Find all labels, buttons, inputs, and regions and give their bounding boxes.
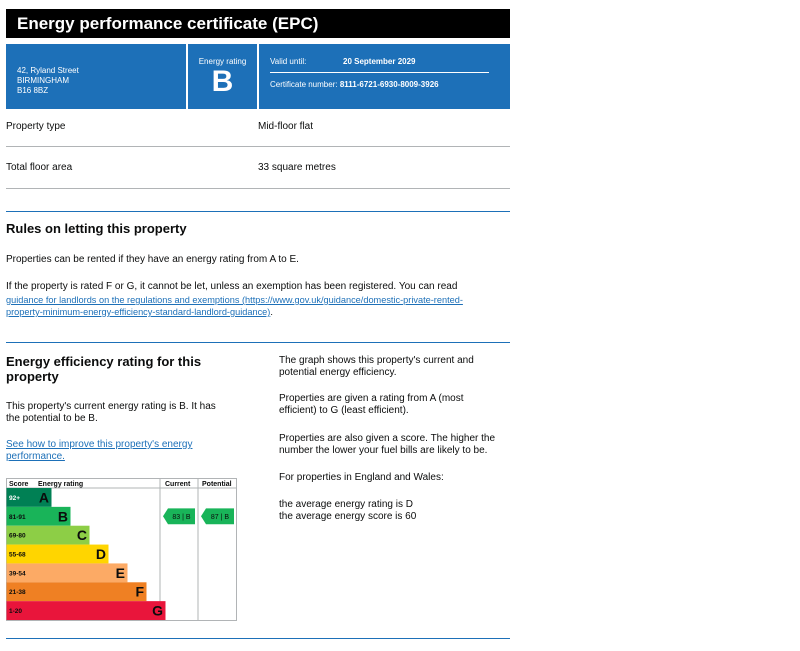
england-wales-text: For properties in England and Wales:	[279, 472, 444, 483]
rating-explanation	[279, 393, 519, 417]
energy-rating-chart	[6, 478, 238, 622]
address-line-2: BIRMINGHAM	[17, 76, 69, 85]
band-letter: F	[135, 583, 144, 600]
letting-paragraph-1: Properties can be rented if they have an energy rating from A to E.	[6, 254, 299, 265]
band-letter: B	[57, 508, 68, 525]
energy-rating-letter: B	[211, 65, 234, 98]
efficiency-heading	[6, 354, 266, 384]
address-line-3: B16 8BZ	[17, 86, 49, 95]
certificate-number-label: Certificate number:	[270, 80, 338, 89]
band-score-label: 1-20	[9, 608, 23, 616]
improve-link-line-2: performance.	[6, 451, 65, 462]
address-line-1: 42, Ryland Street	[17, 66, 79, 75]
average-rating-line: the average energy rating is D	[279, 499, 413, 510]
band-letter: C	[76, 527, 87, 544]
chart-header-score: Score	[9, 481, 29, 488]
chart-header-potential: Potential	[202, 481, 232, 488]
divider	[6, 188, 510, 189]
guidance-link-line-2: property-minimum-energy-efficiency-standard-landlord-guidance)	[6, 307, 271, 317]
improve-link-wrapper	[6, 439, 266, 463]
property-type-value: Mid-floor flat	[258, 121, 314, 132]
graph-explanation-line-2: potential energy efficiency.	[279, 367, 397, 378]
efficiency-heading-line-2: property	[6, 369, 59, 384]
letting-heading: Rules on letting this property	[6, 221, 187, 236]
rating-explanation-line-2: efficient) to G (least efficient).	[279, 405, 409, 416]
band-bar	[34, 601, 166, 620]
band-score-label: 92+	[9, 494, 21, 502]
valid-until-label: Valid until:	[270, 57, 307, 66]
divider	[6, 146, 510, 147]
band-bar	[34, 582, 147, 601]
section-divider	[6, 342, 510, 343]
certificate-number-row	[270, 80, 439, 89]
current-rating-line-2: the potential to be B.	[6, 413, 98, 424]
guidance-link-wrapper	[6, 294, 526, 318]
score-explanation-line-1: Properties are also given a score. The higher the	[279, 433, 496, 444]
band-letter: E	[115, 564, 125, 581]
band-bar	[34, 563, 128, 582]
score-explanation	[279, 433, 519, 457]
band-letter: D	[95, 546, 106, 562]
valid-until-value: 20 September 2029	[343, 57, 416, 66]
page-title: Energy performance certificate (EPC)	[6, 9, 510, 38]
rating-explanation-line-1: Properties are given a rating from A (most	[279, 393, 464, 404]
letting-paragraph-2	[6, 281, 526, 318]
band-letter: A	[38, 489, 49, 506]
section-divider	[6, 211, 510, 212]
current-rating-line-1: This property's current energy rating is B. It has	[6, 401, 216, 412]
section-divider	[6, 638, 510, 639]
average-rating-text	[279, 499, 519, 523]
band-score-label: 55-68	[9, 551, 26, 559]
certificate-divider	[270, 72, 489, 73]
current-rating-label: 83 | B	[172, 513, 191, 521]
chart-header-rating: Energy rating	[38, 481, 84, 488]
band-letter: G	[152, 602, 163, 619]
improve-performance-link[interactable]	[6, 439, 192, 462]
band-score-label: 39-54	[9, 570, 26, 578]
guidance-link-line-1: guidance for landlords on the regulations and exemptions (https://www.gov.uk/guidance/domestic-private-rented-	[6, 295, 463, 305]
guidance-link-suffix: .	[270, 307, 273, 317]
certificate-box	[259, 44, 510, 109]
certificate-number-value: 8111-6721-6930-8009-3926	[339, 80, 439, 89]
band-score-label: 81-91	[9, 513, 26, 521]
property-type-label: Property type	[6, 121, 66, 132]
band-score-label: 69-80	[9, 532, 26, 540]
efficiency-heading-line-1: Energy efficiency rating for this	[6, 354, 202, 369]
letting-paragraph-2-text: If the property is rated F or G, it cannot be let, unless an exemption has been registered. You can read	[6, 281, 458, 292]
energy-rating-box	[188, 44, 257, 109]
guidance-link[interactable]	[6, 295, 463, 317]
band-score-label: 21-38	[9, 589, 26, 597]
energy-rating-label: Energy rating	[198, 57, 247, 66]
graph-explanation	[279, 355, 519, 379]
potential-rating-label: 87 | B	[210, 513, 230, 521]
floor-area-label: Total floor area	[6, 162, 73, 173]
floor-area-value: 33 square metres	[258, 162, 336, 173]
score-explanation-line-2: number the lower your fuel bills are likely to be.	[279, 445, 488, 456]
improve-link-line-1: See how to improve this property's energy	[6, 439, 193, 450]
graph-explanation-line-1: The graph shows this property's current and	[279, 355, 474, 366]
chart-header-current: Current	[165, 481, 191, 488]
current-rating-text	[6, 401, 266, 425]
average-score-line: the average energy score is 60	[279, 511, 417, 522]
address-block	[6, 44, 186, 109]
